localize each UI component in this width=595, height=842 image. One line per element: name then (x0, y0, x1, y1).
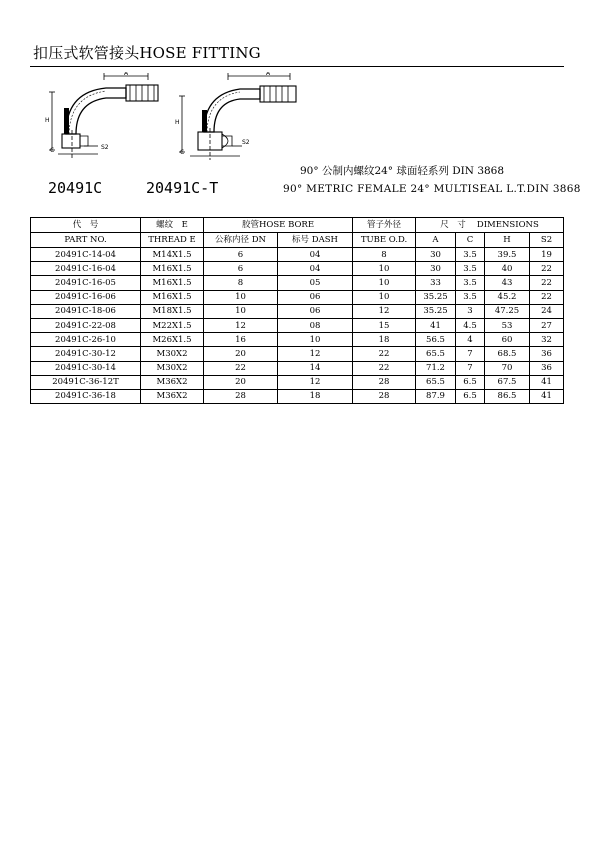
dim-label-a: A (124, 72, 129, 77)
cell-s2: 27 (530, 318, 564, 332)
cell-dn: 20 (204, 375, 278, 389)
cell-a: 87.9 (416, 389, 456, 403)
cell-dn: 10 (204, 290, 278, 304)
header-part: 代 号 (31, 218, 141, 233)
cell-dash: 12 (278, 375, 353, 389)
table-row (31, 304, 564, 318)
cell-part-no: 20491C-26-10 (31, 333, 141, 347)
cell-dash: 04 (278, 248, 353, 262)
cell-part-no: 20491C-36-12T (31, 375, 141, 389)
cell-s2: 22 (530, 276, 564, 290)
table-subheader-row (31, 233, 564, 248)
cell-h: 47.25 (485, 304, 530, 318)
cell-dash: 06 (278, 304, 353, 318)
cell-thread: M30X2 (141, 361, 204, 375)
cell-h: 60 (485, 333, 530, 347)
cell-s2: 22 (530, 262, 564, 276)
title-divider (30, 66, 564, 67)
header-dimensions: 尺 寸 DIMENSIONS (416, 218, 564, 233)
cell-tube-od: 28 (353, 375, 416, 389)
cell-dash: 12 (278, 347, 353, 361)
header-thread: 螺纹 E (141, 218, 204, 233)
header-hose-bore: 胶管HOSE BORE (204, 218, 353, 233)
cell-a: 41 (416, 318, 456, 332)
cell-thread: M36X2 (141, 389, 204, 403)
cell-dn: 8 (204, 276, 278, 290)
cell-c: 4 (456, 333, 485, 347)
cell-tube-od: 12 (353, 304, 416, 318)
cell-a: 35.25 (416, 304, 456, 318)
table-header-row (31, 218, 564, 233)
cell-a: 71.2 (416, 361, 456, 375)
cell-part-no: 20491C-16-04 (31, 262, 141, 276)
cell-dash: 08 (278, 318, 353, 332)
header-a: A (416, 233, 456, 248)
table-row (31, 361, 564, 375)
header-s2: S2 (530, 233, 564, 248)
cell-tube-od: 10 (353, 262, 416, 276)
cell-tube-od: 10 (353, 290, 416, 304)
cell-thread: M14X1.5 (141, 248, 204, 262)
dim-label-h: H (175, 119, 180, 126)
cell-c: 6.5 (456, 389, 485, 403)
cell-a: 30 (416, 262, 456, 276)
table-row (31, 290, 564, 304)
spec-description-en: 90° METRIC FEMALE 24° MULTISEAL L.T.DIN 3868 (283, 183, 581, 195)
cell-h: 53 (485, 318, 530, 332)
table-row (31, 333, 564, 347)
table-row (31, 375, 564, 389)
cell-dn: 6 (204, 262, 278, 276)
cell-part-no: 20491C-30-14 (31, 361, 141, 375)
table-row (31, 276, 564, 290)
header-dash: 标号 DASH (278, 233, 353, 248)
cell-c: 3.5 (456, 248, 485, 262)
dim-label-c: C (50, 147, 55, 154)
cell-part-no: 20491C-16-06 (31, 290, 141, 304)
table-row (31, 389, 564, 403)
cell-tube-od: 18 (353, 333, 416, 347)
cell-thread: M16X1.5 (141, 290, 204, 304)
header-tube: 管子外径 (353, 218, 416, 233)
cell-c: 3.5 (456, 276, 485, 290)
cell-dn: 10 (204, 304, 278, 318)
model-number: 20491C-T (146, 179, 219, 197)
cell-thread: M22X1.5 (141, 318, 204, 332)
cell-thread: M16X1.5 (141, 276, 204, 290)
spec-table (30, 217, 564, 404)
cell-dash: 14 (278, 361, 353, 375)
cell-h: 68.5 (485, 347, 530, 361)
cell-c: 6.5 (456, 375, 485, 389)
cell-c: 3.5 (456, 262, 485, 276)
cell-part-no: 20491C-18-06 (31, 304, 141, 318)
cell-dn: 28 (204, 389, 278, 403)
dim-label-s2: S2 (242, 139, 250, 146)
cell-c: 7 (456, 361, 485, 375)
cell-tube-od: 15 (353, 318, 416, 332)
spec-description-cn: 90° 公制内螺纹24° 球面轻系列 DIN 3868 (300, 165, 505, 177)
cell-dn: 22 (204, 361, 278, 375)
cell-s2: 32 (530, 333, 564, 347)
cell-h: 40 (485, 262, 530, 276)
cell-h: 67.5 (485, 375, 530, 389)
cell-thread: M18X1.5 (141, 304, 204, 318)
cell-tube-od: 22 (353, 347, 416, 361)
cell-dash: 06 (278, 290, 353, 304)
cell-h: 43 (485, 276, 530, 290)
cell-dash: 10 (278, 333, 353, 347)
cell-h: 39.5 (485, 248, 530, 262)
cell-s2: 24 (530, 304, 564, 318)
cell-tube-od: 22 (353, 361, 416, 375)
cell-s2: 41 (530, 375, 564, 389)
cell-dash: 18 (278, 389, 353, 403)
table-row (31, 347, 564, 361)
header-part-no: PART NO. (31, 233, 141, 248)
cell-c: 3 (456, 304, 485, 318)
page-title: 扣压式软管接头HOSE FITTING (33, 44, 261, 62)
cell-dash: 04 (278, 262, 353, 276)
cell-part-no: 20491C-14-04 (31, 248, 141, 262)
cell-a: 30 (416, 248, 456, 262)
cell-dash: 05 (278, 276, 353, 290)
header-h: H (485, 233, 530, 248)
cell-part-no: 20491C-16-05 (31, 276, 141, 290)
cell-a: 35.25 (416, 290, 456, 304)
cell-a: 65.5 (416, 375, 456, 389)
cell-dn: 20 (204, 347, 278, 361)
cell-s2: 36 (530, 361, 564, 375)
header-tube-od: TUBE O.D. (353, 233, 416, 248)
cell-dn: 12 (204, 318, 278, 332)
cell-s2: 36 (530, 347, 564, 361)
cell-part-no: 20491C-22-08 (31, 318, 141, 332)
cell-part-no: 20491C-30-12 (31, 347, 141, 361)
cell-a: 56.5 (416, 333, 456, 347)
cell-thread: M16X1.5 (141, 262, 204, 276)
cell-h: 45.2 (485, 290, 530, 304)
fitting-drawing-20491c-t (174, 72, 300, 164)
cell-s2: 19 (530, 248, 564, 262)
header-dn: 公称内径 DN (204, 233, 278, 248)
cell-tube-od: 10 (353, 276, 416, 290)
dim-label-h: H (45, 117, 50, 124)
cell-h: 86.5 (485, 389, 530, 403)
cell-thread: M36X2 (141, 375, 204, 389)
model-number: 20491C (48, 179, 103, 197)
table-row (31, 318, 564, 332)
cell-tube-od: 8 (353, 248, 416, 262)
table-row (31, 262, 564, 276)
dim-label-s2: S2 (101, 144, 109, 151)
cell-c: 3.5 (456, 290, 485, 304)
cell-h: 70 (485, 361, 530, 375)
header-thread-e: THREAD E (141, 233, 204, 248)
cell-a: 33 (416, 276, 456, 290)
cell-thread: M30X2 (141, 347, 204, 361)
header-c: C (456, 233, 485, 248)
cell-a: 65.5 (416, 347, 456, 361)
cell-tube-od: 28 (353, 389, 416, 403)
dim-label-a: A (266, 72, 271, 77)
table-row (31, 248, 564, 262)
fitting-drawing-20491c (44, 72, 164, 164)
cell-thread: M26X1.5 (141, 333, 204, 347)
cell-s2: 22 (530, 290, 564, 304)
cell-dn: 6 (204, 248, 278, 262)
cell-part-no: 20491C-36-18 (31, 389, 141, 403)
cell-c: 4.5 (456, 318, 485, 332)
cell-c: 7 (456, 347, 485, 361)
dim-label-c: C (180, 149, 185, 156)
cell-dn: 16 (204, 333, 278, 347)
cell-s2: 41 (530, 389, 564, 403)
